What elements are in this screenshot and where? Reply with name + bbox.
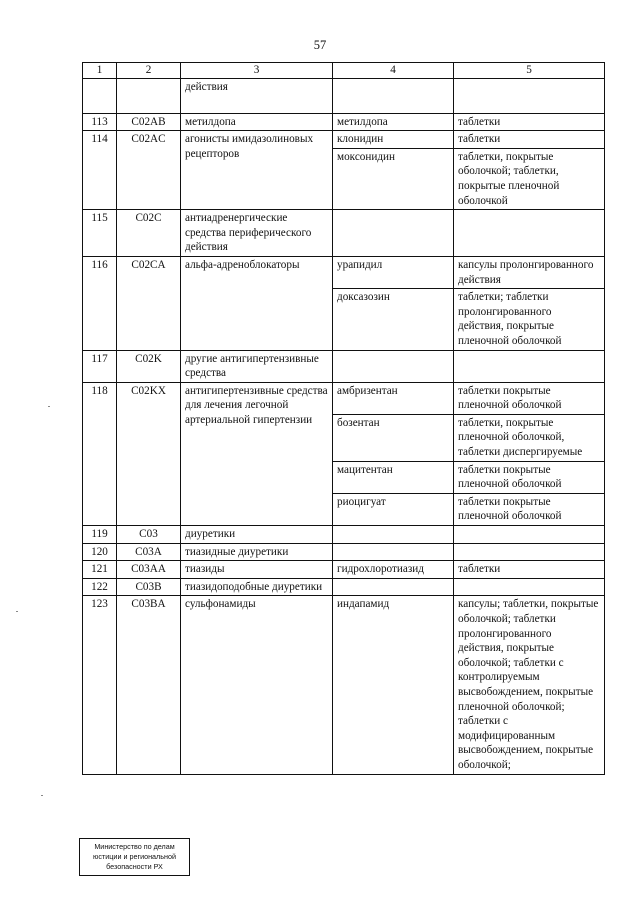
scan-speck [16, 611, 18, 612]
stamp-line: юстиции и региональной [93, 852, 176, 861]
group-cell: сульфонамиды [181, 596, 333, 774]
table-row [83, 350, 605, 382]
group-cell: диуретики [181, 526, 333, 544]
group-cell: тиазиды [181, 561, 333, 579]
group-cell: действия [181, 78, 333, 113]
substance-cell: индапамид [333, 596, 454, 774]
atc-code-cell: C03AA [117, 561, 181, 579]
substance-cell: мацитентан [333, 461, 454, 493]
column-header: 1 [83, 63, 117, 79]
group-cell: антигипертензивные средства для лечения легочной артериальной гипертензии [181, 382, 333, 525]
atc-code-cell: C03BA [117, 596, 181, 774]
substance-cell [333, 210, 454, 257]
row-number-cell: 113 [83, 113, 117, 131]
row-number-cell: 120 [83, 543, 117, 561]
column-header: 3 [181, 63, 333, 79]
atc-code-cell: C02CA [117, 256, 181, 350]
substance-cell [333, 526, 454, 544]
row-number-cell: 115 [83, 210, 117, 257]
column-header: 5 [454, 63, 605, 79]
table-row [83, 596, 605, 774]
atc-code-cell: C03 [117, 526, 181, 544]
column-header: 2 [117, 63, 181, 79]
dosage-form-cell: таблетки [454, 113, 605, 131]
dosage-form-cell: таблетки; таблетки пролонгированного действия, покрытые пленочной оболочкой [454, 289, 605, 350]
medication-table [82, 62, 605, 775]
substance-cell: метилдопа [333, 113, 454, 131]
table-row [83, 256, 605, 288]
table-row [83, 526, 605, 544]
stamp-line: безопасности РХ [106, 862, 163, 871]
dosage-form-cell: таблетки покрытые пленочной оболочкой [454, 461, 605, 493]
stamp-line: Министерство по делам [94, 842, 175, 851]
table-row [83, 382, 605, 414]
dosage-form-cell: таблетки [454, 131, 605, 149]
group-cell: тиазидоподобные диуретики [181, 578, 333, 596]
table-row [83, 561, 605, 579]
substance-cell [333, 543, 454, 561]
atc-code-cell: C03A [117, 543, 181, 561]
row-number-cell: 123 [83, 596, 117, 774]
row-number-cell: 122 [83, 578, 117, 596]
atc-code-cell: C03B [117, 578, 181, 596]
substance-cell: бозентан [333, 414, 454, 461]
atc-code-cell [117, 78, 181, 113]
substance-cell: амбризентан [333, 382, 454, 414]
substance-cell: клонидин [333, 131, 454, 149]
atc-code-cell: C02AB [117, 113, 181, 131]
substance-cell: доксазозин [333, 289, 454, 350]
header-row [83, 63, 605, 79]
table-row [83, 78, 605, 113]
atc-code-cell: C02C [117, 210, 181, 257]
dosage-form-cell: капсулы; таблетки, покрытые оболочкой; таблетки пролонгированного действия, покрытые оболочкой; таблетки с контролируемым высвобождением, покрытые пленочной оболочкой; таблетки с модифицированным высвобождением, покрытые оболочкой; [454, 596, 605, 774]
dosage-form-cell: таблетки покрытые пленочной оболочкой [454, 382, 605, 414]
group-cell: другие антигипертензивные средства [181, 350, 333, 382]
table-row [83, 578, 605, 596]
substance-cell: гидрохлоротиазид [333, 561, 454, 579]
page-number: 57 [313, 38, 327, 52]
row-number-cell: 118 [83, 382, 117, 525]
row-number-cell: 119 [83, 526, 117, 544]
substance-cell: моксонидин [333, 148, 454, 209]
substance-cell: риоцигуат [333, 493, 454, 525]
substance-cell [333, 78, 454, 113]
dosage-form-cell [454, 543, 605, 561]
atc-code-cell: C02K [117, 350, 181, 382]
group-cell: метилдопа [181, 113, 333, 131]
substance-cell [333, 578, 454, 596]
table-row [83, 131, 605, 149]
dosage-form-cell [454, 210, 605, 257]
row-number-cell: 121 [83, 561, 117, 579]
column-header: 4 [333, 63, 454, 79]
dosage-form-cell: таблетки, покрытые оболочкой; таблетки, покрытые пленочной оболочкой [454, 148, 605, 209]
substance-cell [333, 350, 454, 382]
row-number-cell: 116 [83, 256, 117, 350]
atc-code-cell: C02AC [117, 131, 181, 210]
dosage-form-cell [454, 526, 605, 544]
group-cell: агонисты имидазолиновых рецепторов [181, 131, 333, 210]
group-cell: антиадренергические средства периферического действия [181, 210, 333, 257]
dosage-form-cell: таблетки [454, 561, 605, 579]
atc-code-cell: C02KX [117, 382, 181, 525]
dosage-form-cell [454, 350, 605, 382]
table-row [83, 210, 605, 257]
group-cell: альфа-адреноблокаторы [181, 256, 333, 350]
scan-speck [41, 795, 43, 796]
row-number-cell: 114 [83, 131, 117, 210]
row-number-cell [83, 78, 117, 113]
group-cell: тиазидные диуретики [181, 543, 333, 561]
substance-cell: урапидил [333, 256, 454, 288]
scan-speck [48, 406, 50, 407]
dosage-form-cell: таблетки, покрытые пленочной оболочкой, таблетки диспергируемые [454, 414, 605, 461]
dosage-form-cell [454, 578, 605, 596]
dosage-form-cell [454, 78, 605, 113]
table-row [83, 113, 605, 131]
dosage-form-cell: капсулы пролонгированного действия [454, 256, 605, 288]
row-number-cell: 117 [83, 350, 117, 382]
ministry-stamp [79, 838, 190, 876]
table-row [83, 543, 605, 561]
dosage-form-cell: таблетки покрытые пленочной оболочкой [454, 493, 605, 525]
